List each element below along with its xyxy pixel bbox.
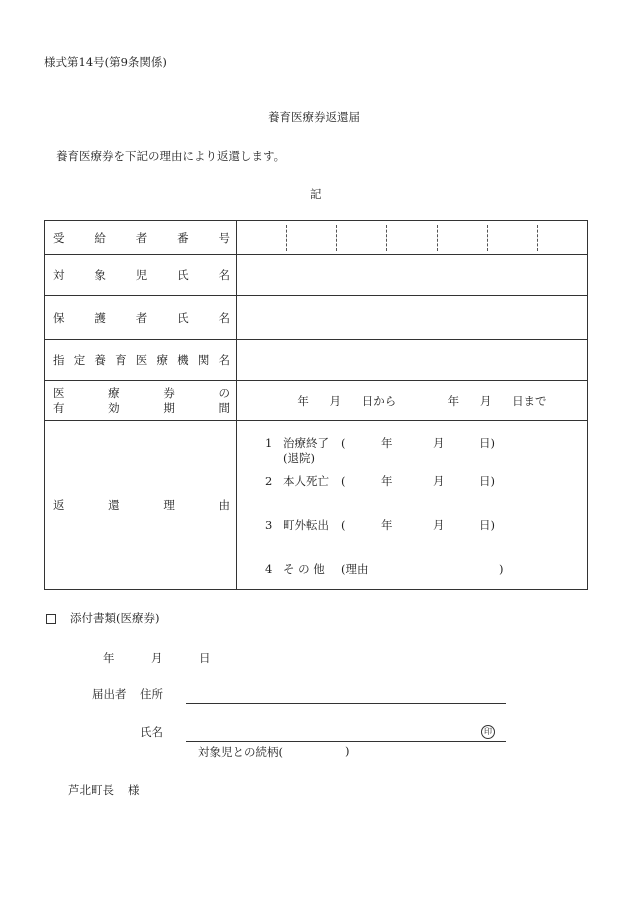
date-day: 日 (199, 651, 211, 665)
row-return-reason (45, 421, 588, 590)
addressee: 芦北町長 (68, 783, 114, 797)
date-month: 月 (151, 651, 163, 665)
return-form-table (44, 220, 588, 590)
guardian-name-field[interactable] (237, 296, 588, 340)
period-month-to: 月 (479, 393, 492, 408)
form-number: 様式第14号(第9条関係) (44, 55, 167, 69)
intro-text: 養育医療券を下記の理由により返還します。 (56, 149, 286, 163)
row-recipient-number (45, 221, 588, 255)
reason-option-4[interactable]: 4 そ の 他 (理由 ) (265, 562, 504, 576)
attachment-label: 添付書類(医療券) (70, 611, 160, 625)
reason-option-2[interactable]: 2 本人死亡 ( 年 月 日) (265, 474, 495, 488)
date-year: 年 (103, 651, 115, 665)
institution-field[interactable] (237, 340, 588, 381)
period-from: 日から (361, 393, 397, 408)
reason-option-3[interactable]: 3 町外転出 ( 年 月 日) (265, 518, 495, 532)
label-guardian-name: 保 護 者 氏 名 (53, 310, 230, 325)
digit-box[interactable] (237, 225, 287, 251)
return-reason-field (237, 421, 588, 590)
period-until: 日まで (512, 393, 547, 408)
label-recipient-number: 受 給 者 番 号 (53, 230, 230, 245)
period-year-to: 年 (447, 393, 460, 408)
ki-label: 記 (310, 187, 322, 201)
relation-close: ) (345, 744, 350, 758)
row-institution (45, 340, 588, 381)
relation-label: 対象児との続柄( (198, 745, 283, 759)
reason-1-sub: (退院) (283, 451, 315, 465)
address-label: 住所 (140, 687, 163, 701)
seal-icon: 印 (481, 725, 495, 739)
document-title: 養育医療券返還届 (268, 110, 360, 124)
label-child-name: 対 象 児 氏 名 (53, 268, 230, 282)
recipient-number-field[interactable] (237, 221, 588, 255)
applicant-label: 届出者 (92, 687, 127, 701)
label-validity-period: 医 療 券 の 有 効 期 間 (53, 385, 230, 415)
digit-box[interactable] (488, 225, 538, 251)
reason-option-1[interactable]: 1 治療終了 ( 年 月 日) (265, 436, 495, 450)
period-month-from: 月 (329, 393, 342, 408)
digit-box[interactable] (287, 225, 337, 251)
digit-box[interactable] (538, 225, 587, 251)
row-guardian-name (45, 296, 588, 340)
digit-box[interactable] (387, 225, 437, 251)
address-input-line[interactable] (186, 703, 506, 704)
row-child-name (45, 255, 588, 296)
digit-box[interactable] (337, 225, 387, 251)
row-validity-period (45, 381, 588, 421)
honorific: 様 (128, 783, 140, 797)
name-label: 氏名 (140, 725, 163, 739)
child-name-field[interactable] (237, 255, 588, 296)
digit-box[interactable] (438, 225, 488, 251)
attachment-checkbox[interactable] (46, 614, 56, 624)
label-return-reason: 返 還 理 由 (53, 498, 230, 512)
period-year-from: 年 (297, 393, 309, 408)
name-input-line[interactable] (186, 741, 506, 742)
label-institution: 指 定 養 育 医 療 機 関 名 (53, 353, 230, 367)
validity-period-field[interactable] (237, 381, 588, 421)
